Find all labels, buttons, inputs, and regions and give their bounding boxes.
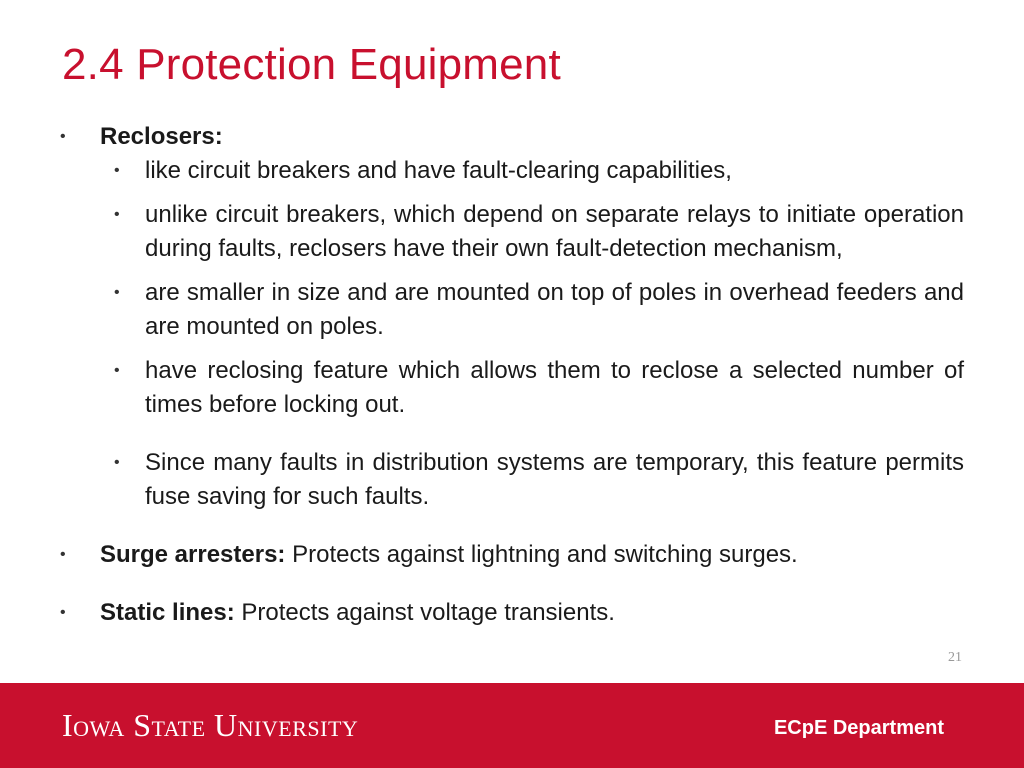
reclosers-heading: Reclosers: bbox=[100, 123, 223, 150]
sub-bullet-text: are smaller in size and are mounted on top of poles in overhead feeders and are mounted on poles. bbox=[145, 279, 964, 340]
slide-content bbox=[60, 120, 964, 630]
sub-bullet-text: unlike circuit breakers, which depend on separate relays to initiate operation during faults, reclosers have their own fault-detection mechanism, bbox=[145, 201, 964, 262]
university-logo: Iowa State University bbox=[62, 707, 359, 743]
page-number: 21 bbox=[948, 650, 962, 665]
bullet-icon: • bbox=[114, 454, 120, 471]
bullet-icon: • bbox=[114, 284, 120, 301]
bullet-icon: • bbox=[60, 546, 66, 563]
sub-bullet bbox=[60, 154, 964, 188]
bullet-surge-arresters bbox=[60, 538, 964, 572]
sub-bullet-text: have reclosing feature which allows them to reclose a selected number of times before locking out. bbox=[145, 357, 964, 418]
department-label: ECpE Department bbox=[773, 717, 944, 739]
slide-title: 2.4 Protection Equipment bbox=[62, 40, 561, 89]
bullet-icon: • bbox=[114, 162, 120, 179]
bullet-static-lines bbox=[60, 596, 964, 630]
bullet-reclosers bbox=[60, 120, 964, 154]
sub-bullet-text: like circuit breakers and have fault-clearing capabilities, bbox=[145, 157, 732, 184]
sub-bullet bbox=[60, 354, 964, 422]
sub-bullet-text: Since many faults in distribution systems are temporary, this feature permits fuse saving for such faults. bbox=[145, 449, 964, 510]
surge-heading: Surge arresters: bbox=[100, 541, 286, 568]
bullet-icon: • bbox=[60, 128, 66, 145]
bullet-icon: • bbox=[60, 604, 66, 621]
static-text: Protects against voltage transients. bbox=[234, 599, 615, 626]
footer-bar bbox=[0, 683, 1024, 768]
sub-bullet bbox=[60, 446, 964, 514]
bullet-icon: • bbox=[114, 206, 120, 223]
surge-text: Protects against lightning and switching surges. bbox=[285, 541, 798, 568]
bullet-icon: • bbox=[114, 362, 120, 379]
sub-bullet bbox=[60, 198, 964, 266]
static-heading: Static lines: bbox=[100, 599, 235, 626]
sub-bullet bbox=[60, 276, 964, 344]
